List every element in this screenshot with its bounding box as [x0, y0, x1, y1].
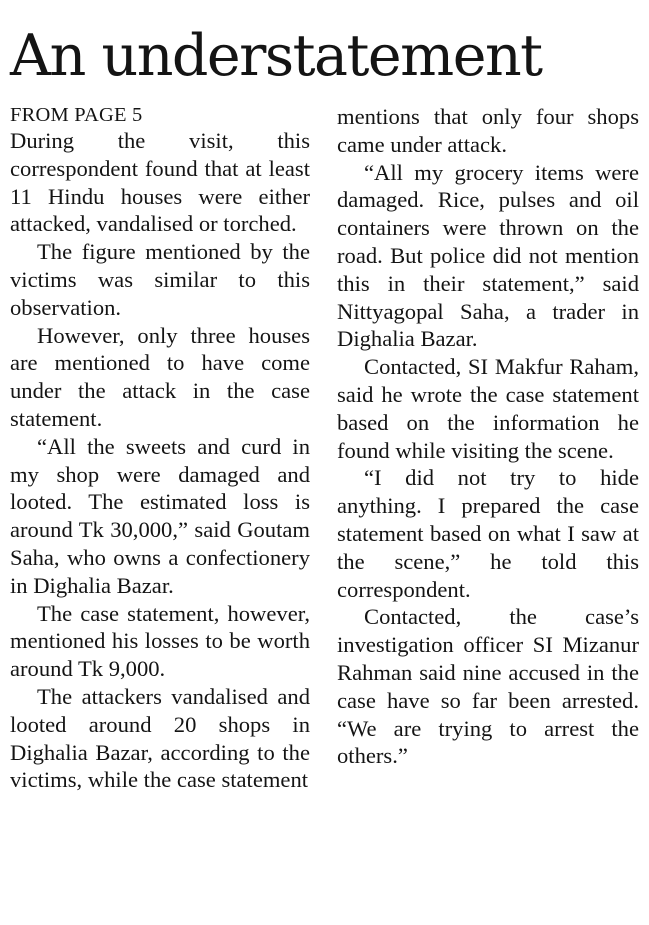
paragraph: During the visit, this correspondent found that at least 11 Hindu houses were either attacked, vandalised or torched. [10, 128, 310, 237]
paragraph: “All my grocery items were damaged. Rice, pulses and oil containers were thrown on the road. But police did not mention this in their statement,” said Nittyagopal Saha, a trader in Dighalia Bazar. [337, 159, 639, 352]
paragraph: The figure mentioned by the victims was similar to this observation. [10, 239, 310, 320]
article-column-right [337, 103, 639, 794]
paragraph: The attackers vandalised and looted around 20 shops in Dighalia Bazar, according to the victims, while the case statement [10, 683, 310, 793]
paragraph: “All the sweets and curd in my shop were damaged and looted. The estimated loss is around Tk 30,000,” said Goutam Saha, who owns a confectionery in Dighalia Bazar. [10, 433, 310, 598]
article-column-left [10, 103, 310, 794]
paragraph: The case statement, however, mentioned his losses to be worth around Tk 9,000. [10, 600, 310, 682]
paragraph: However, only three houses are mentioned to have come under the attack in the case statement. [10, 322, 310, 431]
paragraph: mentions that only four shops came under attack. [337, 104, 639, 157]
paragraph: Contacted, SI Makfur Raham, said he wrote the case statement based on the information he found while visiting the scene. [337, 354, 639, 463]
paragraph: “I did not try to hide anything. I prepared the case statement based on what I saw at the scene,” he told this correspondent. [337, 465, 639, 602]
headline: An understatement [10, 23, 542, 89]
article-body [10, 103, 639, 794]
continuation-kicker: FROM PAGE 5 [10, 104, 143, 126]
paragraph: Contacted, the case’s investigation officer SI Mizanur Rahman said nine accused in the case have so far been arrested. “We are trying to arrest the others.” [337, 604, 639, 769]
